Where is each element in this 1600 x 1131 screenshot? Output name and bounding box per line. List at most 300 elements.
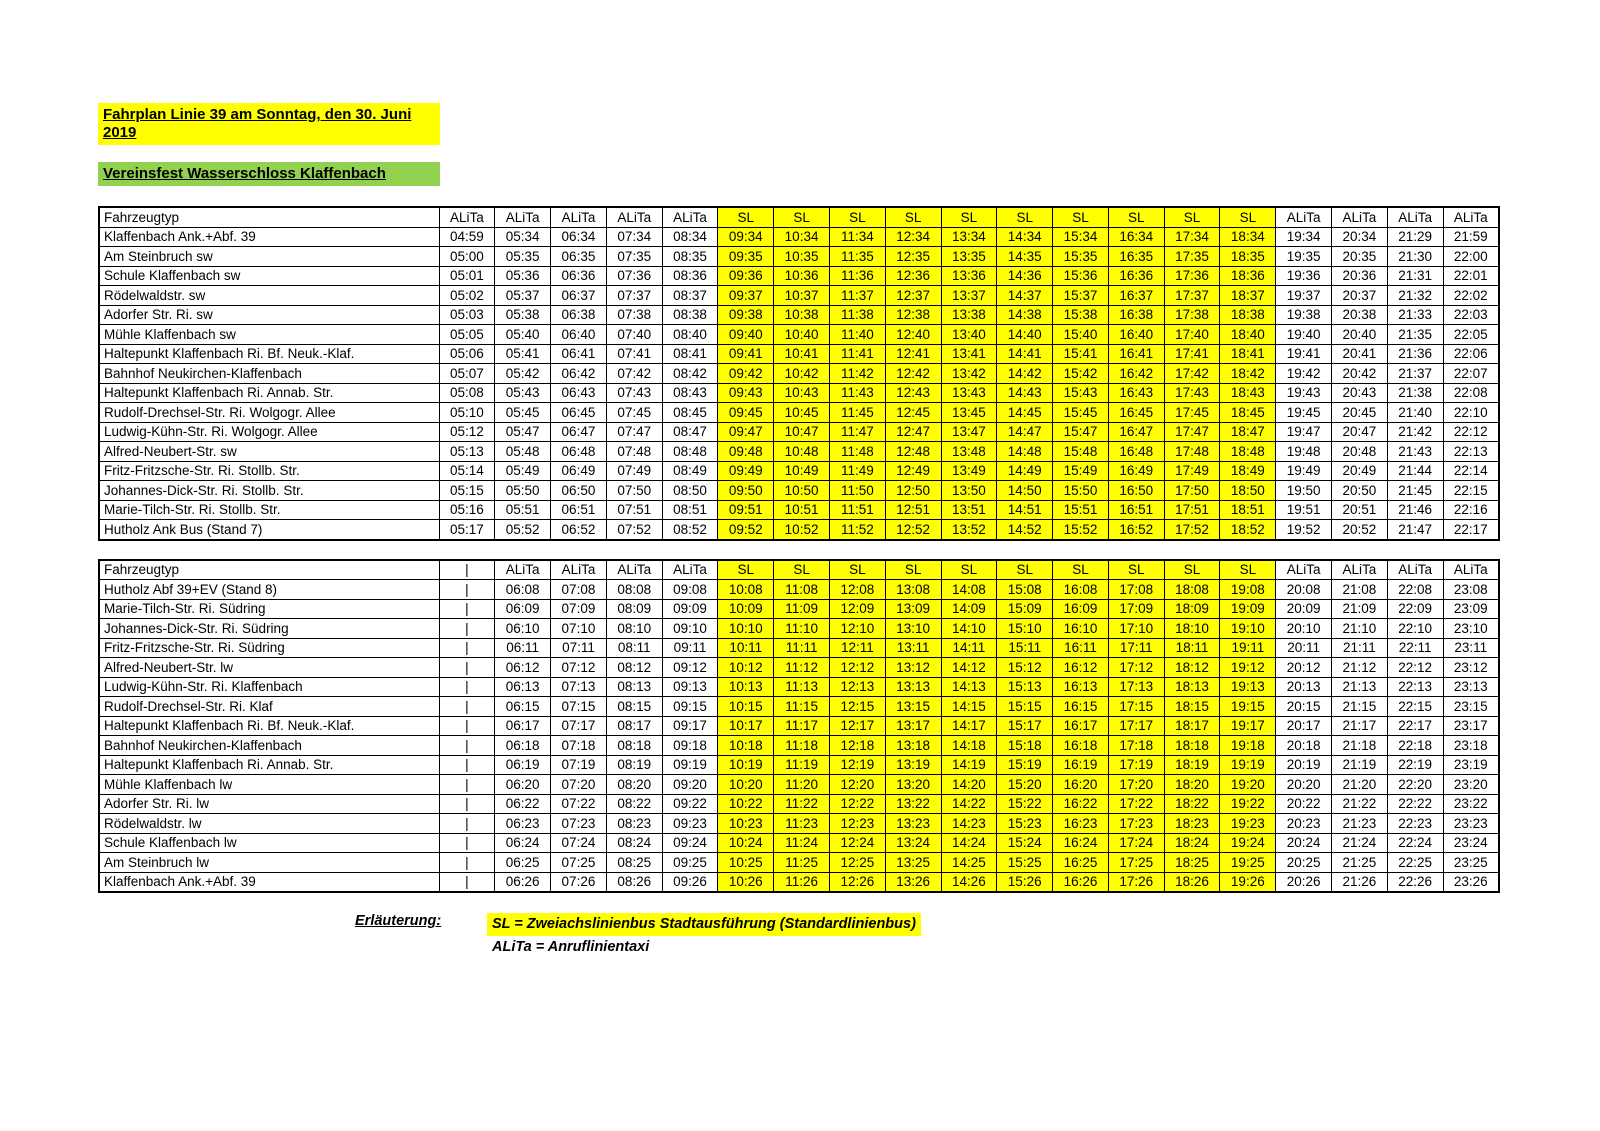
alita-column-header: ALiTa <box>1443 207 1499 227</box>
time-cell: 11:40 <box>829 325 885 345</box>
time-cell: 11:20 <box>774 775 830 795</box>
time-cell: 05:41 <box>495 344 551 364</box>
time-cell: 20:35 <box>1332 247 1388 267</box>
time-cell: 06:38 <box>551 305 607 325</box>
time-cell: 15:25 <box>997 853 1053 873</box>
time-cell: 13:41 <box>941 344 997 364</box>
time-cell: 10:43 <box>774 383 830 403</box>
time-cell: 15:35 <box>1053 247 1109 267</box>
time-cell: 06:09 <box>495 599 551 619</box>
time-cell: 11:41 <box>829 344 885 364</box>
time-cell: 14:50 <box>997 481 1053 501</box>
time-cell: 14:43 <box>997 383 1053 403</box>
timetable-document <box>98 103 1500 959</box>
time-cell: 22:16 <box>1443 500 1499 520</box>
time-cell: 11:50 <box>829 481 885 501</box>
time-cell: 05:50 <box>495 481 551 501</box>
time-cell: 20:18 <box>1276 736 1332 756</box>
time-cell: 20:25 <box>1276 853 1332 873</box>
time-cell: 10:36 <box>774 266 830 286</box>
time-cell: 17:22 <box>1108 794 1164 814</box>
time-cell: 21:44 <box>1387 461 1443 481</box>
stop-name-cell: Alfred-Neubert-Str. lw <box>99 658 439 678</box>
time-cell: 13:35 <box>941 247 997 267</box>
time-cell: 23:19 <box>1443 755 1499 775</box>
time-cell: 12:38 <box>885 305 941 325</box>
time-cell: 07:24 <box>551 833 607 853</box>
time-cell: 09:50 <box>718 481 774 501</box>
time-cell: 06:23 <box>495 814 551 834</box>
time-cell: 13:22 <box>885 794 941 814</box>
time-cell: 08:37 <box>662 286 718 306</box>
time-cell: 16:19 <box>1053 755 1109 775</box>
time-cell: 14:42 <box>997 364 1053 384</box>
time-cell: 22:25 <box>1387 853 1443 873</box>
time-cell: 17:50 <box>1164 481 1220 501</box>
time-cell: 06:19 <box>495 755 551 775</box>
time-cell: 13:09 <box>885 599 941 619</box>
time-cell: 07:34 <box>606 227 662 247</box>
time-cell: 15:51 <box>1053 500 1109 520</box>
time-cell: 15:48 <box>1053 442 1109 462</box>
time-cell: 08:24 <box>606 833 662 853</box>
pipe-cell: | <box>439 775 495 795</box>
time-cell: 07:08 <box>551 580 607 600</box>
time-cell: 06:20 <box>495 775 551 795</box>
pipe-cell: | <box>439 872 495 892</box>
time-cell: 21:26 <box>1332 872 1388 892</box>
time-cell: 08:36 <box>662 266 718 286</box>
time-cell: 09:24 <box>662 833 718 853</box>
stop-row <box>99 364 1499 384</box>
time-cell: 05:00 <box>439 247 495 267</box>
time-cell: 21:23 <box>1332 814 1388 834</box>
time-cell: 11:19 <box>774 755 830 775</box>
time-cell: 22:23 <box>1387 814 1443 834</box>
time-cell: 16:43 <box>1108 383 1164 403</box>
time-cell: 22:10 <box>1443 403 1499 423</box>
time-cell: 18:13 <box>1164 677 1220 697</box>
time-cell: 12:51 <box>885 500 941 520</box>
time-cell: 07:18 <box>551 736 607 756</box>
time-cell: 10:19 <box>718 755 774 775</box>
time-cell: 21:10 <box>1332 619 1388 639</box>
stop-row <box>99 344 1499 364</box>
time-cell: 11:22 <box>774 794 830 814</box>
time-cell: 20:37 <box>1332 286 1388 306</box>
time-cell: 13:24 <box>885 833 941 853</box>
time-cell: 19:49 <box>1276 461 1332 481</box>
time-cell: 19:37 <box>1276 286 1332 306</box>
time-cell: 10:25 <box>718 853 774 873</box>
time-cell: 14:37 <box>997 286 1053 306</box>
time-cell: 12:12 <box>829 658 885 678</box>
time-cell: 09:19 <box>662 755 718 775</box>
alita-column-header: ALiTa <box>1387 207 1443 227</box>
time-cell: 06:08 <box>495 580 551 600</box>
time-cell: 16:52 <box>1108 520 1164 540</box>
sl-column-header: SL <box>1053 207 1109 227</box>
time-cell: 14:51 <box>997 500 1053 520</box>
time-cell: 14:52 <box>997 520 1053 540</box>
time-cell: 07:42 <box>606 364 662 384</box>
time-cell: 20:40 <box>1332 325 1388 345</box>
stop-row <box>99 736 1499 756</box>
time-cell: 16:13 <box>1053 677 1109 697</box>
alita-column-header: ALiTa <box>1332 207 1388 227</box>
time-cell: 08:52 <box>662 520 718 540</box>
time-cell: 12:43 <box>885 383 941 403</box>
time-cell: 18:41 <box>1220 344 1276 364</box>
pipe-column-header: | <box>439 560 495 580</box>
time-cell: 05:16 <box>439 500 495 520</box>
time-cell: 14:11 <box>941 638 997 658</box>
time-cell: 20:24 <box>1276 833 1332 853</box>
time-cell: 14:26 <box>941 872 997 892</box>
sl-column-header: SL <box>1053 560 1109 580</box>
time-cell: 17:24 <box>1108 833 1164 853</box>
time-cell: 22:20 <box>1387 775 1443 795</box>
time-cell: 15:38 <box>1053 305 1109 325</box>
alita-column-header: ALiTa <box>606 560 662 580</box>
time-cell: 06:51 <box>551 500 607 520</box>
time-cell: 20:10 <box>1276 619 1332 639</box>
time-cell: 05:15 <box>439 481 495 501</box>
time-cell: 21:24 <box>1332 833 1388 853</box>
time-cell: 19:24 <box>1220 833 1276 853</box>
time-cell: 22:07 <box>1443 364 1499 384</box>
time-cell: 18:09 <box>1164 599 1220 619</box>
time-cell: 21:42 <box>1387 422 1443 442</box>
time-cell: 12:11 <box>829 638 885 658</box>
time-cell: 09:38 <box>718 305 774 325</box>
time-cell: 18:18 <box>1164 736 1220 756</box>
time-cell: 19:43 <box>1276 383 1332 403</box>
time-cell: 17:17 <box>1108 716 1164 736</box>
time-cell: 06:43 <box>551 383 607 403</box>
time-cell: 09:23 <box>662 814 718 834</box>
time-cell: 07:37 <box>606 286 662 306</box>
stop-name-cell: Alfred-Neubert-Str. sw <box>99 442 439 462</box>
time-cell: 10:37 <box>774 286 830 306</box>
time-cell: 09:09 <box>662 599 718 619</box>
time-cell: 08:22 <box>606 794 662 814</box>
stop-name-cell: Johannes-Dick-Str. Ri. Stollb. Str. <box>99 481 439 501</box>
time-cell: 20:15 <box>1276 697 1332 717</box>
time-cell: 09:13 <box>662 677 718 697</box>
time-cell: 06:15 <box>495 697 551 717</box>
time-cell: 09:48 <box>718 442 774 462</box>
time-cell: 10:48 <box>774 442 830 462</box>
time-cell: 15:17 <box>997 716 1053 736</box>
time-cell: 19:52 <box>1276 520 1332 540</box>
time-cell: 18:40 <box>1220 325 1276 345</box>
time-cell: 18:08 <box>1164 580 1220 600</box>
time-cell: 15:08 <box>997 580 1053 600</box>
time-cell: 07:43 <box>606 383 662 403</box>
time-cell: 13:26 <box>885 872 941 892</box>
time-cell: 13:12 <box>885 658 941 678</box>
stop-name-cell: Adorfer Str. Ri. lw <box>99 794 439 814</box>
time-cell: 20:26 <box>1276 872 1332 892</box>
stop-name-cell: Haltepunkt Klaffenbach Ri. Bf. Neuk.-Klaf. <box>99 716 439 736</box>
time-cell: 18:17 <box>1164 716 1220 736</box>
time-cell: 10:09 <box>718 599 774 619</box>
time-cell: 13:48 <box>941 442 997 462</box>
time-cell: 08:13 <box>606 677 662 697</box>
time-cell: 21:40 <box>1387 403 1443 423</box>
time-cell: 18:25 <box>1164 853 1220 873</box>
stop-name-cell: Mühle Klaffenbach sw <box>99 325 439 345</box>
time-cell: 06:17 <box>495 716 551 736</box>
time-cell: 23:23 <box>1443 814 1499 834</box>
time-cell: 05:45 <box>495 403 551 423</box>
time-cell: 11:47 <box>829 422 885 442</box>
time-cell: 22:14 <box>1443 461 1499 481</box>
stop-row <box>99 403 1499 423</box>
time-cell: 05:12 <box>439 422 495 442</box>
time-cell: 04:59 <box>439 227 495 247</box>
time-cell: 10:22 <box>718 794 774 814</box>
time-cell: 14:19 <box>941 755 997 775</box>
time-cell: 13:51 <box>941 500 997 520</box>
time-cell: 22:05 <box>1443 325 1499 345</box>
time-cell: 20:47 <box>1332 422 1388 442</box>
time-cell: 11:34 <box>829 227 885 247</box>
time-cell: 06:13 <box>495 677 551 697</box>
time-cell: 22:08 <box>1443 383 1499 403</box>
time-cell: 11:26 <box>774 872 830 892</box>
time-cell: 20:49 <box>1332 461 1388 481</box>
time-cell: 10:38 <box>774 305 830 325</box>
time-cell: 16:25 <box>1053 853 1109 873</box>
time-cell: 06:41 <box>551 344 607 364</box>
stop-row <box>99 755 1499 775</box>
time-cell: 16:47 <box>1108 422 1164 442</box>
time-cell: 16:36 <box>1108 266 1164 286</box>
time-cell: 17:26 <box>1108 872 1164 892</box>
time-cell: 15:34 <box>1053 227 1109 247</box>
time-cell: 11:18 <box>774 736 830 756</box>
time-cell: 22:18 <box>1387 736 1443 756</box>
time-cell: 07:40 <box>606 325 662 345</box>
time-cell: 19:15 <box>1220 697 1276 717</box>
time-cell: 20:34 <box>1332 227 1388 247</box>
alita-column-header: ALiTa <box>606 207 662 227</box>
time-cell: 10:49 <box>774 461 830 481</box>
time-cell: 18:50 <box>1220 481 1276 501</box>
time-cell: 12:17 <box>829 716 885 736</box>
time-cell: 12:13 <box>829 677 885 697</box>
time-cell: 10:18 <box>718 736 774 756</box>
time-cell: 16:50 <box>1108 481 1164 501</box>
time-cell: 11:17 <box>774 716 830 736</box>
time-cell: 13:19 <box>885 755 941 775</box>
stop-row <box>99 383 1499 403</box>
stop-name-cell: Rudolf-Drechsel-Str. Ri. Klaf <box>99 697 439 717</box>
time-cell: 09:22 <box>662 794 718 814</box>
header-row <box>99 560 1499 580</box>
time-cell: 20:11 <box>1276 638 1332 658</box>
time-cell: 17:48 <box>1164 442 1220 462</box>
time-cell: 08:19 <box>606 755 662 775</box>
time-cell: 17:12 <box>1108 658 1164 678</box>
time-cell: 23:08 <box>1443 580 1499 600</box>
time-cell: 08:47 <box>662 422 718 442</box>
time-cell: 07:52 <box>606 520 662 540</box>
stop-name-cell: Mühle Klaffenbach lw <box>99 775 439 795</box>
time-cell: 06:34 <box>551 227 607 247</box>
time-cell: 22:08 <box>1387 580 1443 600</box>
time-cell: 18:37 <box>1220 286 1276 306</box>
time-cell: 18:51 <box>1220 500 1276 520</box>
time-cell: 20:36 <box>1332 266 1388 286</box>
time-cell: 05:05 <box>439 325 495 345</box>
time-cell: 15:47 <box>1053 422 1109 442</box>
sl-column-header: SL <box>829 207 885 227</box>
time-cell: 10:12 <box>718 658 774 678</box>
time-cell: 23:24 <box>1443 833 1499 853</box>
time-cell: 21:32 <box>1387 286 1443 306</box>
time-cell: 08:10 <box>606 619 662 639</box>
time-cell: 18:20 <box>1164 775 1220 795</box>
time-cell: 08:45 <box>662 403 718 423</box>
time-cell: 10:20 <box>718 775 774 795</box>
time-cell: 12:47 <box>885 422 941 442</box>
time-cell: 06:25 <box>495 853 551 873</box>
time-cell: 22:13 <box>1443 442 1499 462</box>
time-cell: 11:52 <box>829 520 885 540</box>
time-cell: 21:31 <box>1387 266 1443 286</box>
time-cell: 21:20 <box>1332 775 1388 795</box>
legend-lines <box>487 913 921 959</box>
time-cell: 19:38 <box>1276 305 1332 325</box>
stop-name-cell: Am Steinbruch sw <box>99 247 439 267</box>
time-cell: 23:12 <box>1443 658 1499 678</box>
time-cell: 12:22 <box>829 794 885 814</box>
timetable-to-klaffenbach <box>98 559 1500 894</box>
time-cell: 09:43 <box>718 383 774 403</box>
time-cell: 12:48 <box>885 442 941 462</box>
time-cell: 16:48 <box>1108 442 1164 462</box>
time-cell: 20:23 <box>1276 814 1332 834</box>
time-cell: 20:45 <box>1332 403 1388 423</box>
pipe-cell: | <box>439 599 495 619</box>
time-cell: 10:51 <box>774 500 830 520</box>
time-cell: 21:12 <box>1332 658 1388 678</box>
time-cell: 18:48 <box>1220 442 1276 462</box>
time-cell: 15:41 <box>1053 344 1109 364</box>
stop-row <box>99 305 1499 325</box>
time-cell: 14:49 <box>997 461 1053 481</box>
time-cell: 15:22 <box>997 794 1053 814</box>
time-cell: 10:24 <box>718 833 774 853</box>
time-cell: 09:37 <box>718 286 774 306</box>
time-cell: 07:50 <box>606 481 662 501</box>
time-cell: 15:18 <box>997 736 1053 756</box>
sl-column-header: SL <box>718 207 774 227</box>
time-cell: 09:52 <box>718 520 774 540</box>
time-cell: 16:08 <box>1053 580 1109 600</box>
time-cell: 17:11 <box>1108 638 1164 658</box>
time-cell: 10:45 <box>774 403 830 423</box>
time-cell: 20:09 <box>1276 599 1332 619</box>
time-cell: 08:23 <box>606 814 662 834</box>
time-cell: 09:45 <box>718 403 774 423</box>
time-cell: 22:15 <box>1387 697 1443 717</box>
pipe-cell: | <box>439 814 495 834</box>
time-cell: 14:47 <box>997 422 1053 442</box>
pipe-cell: | <box>439 833 495 853</box>
time-cell: 14:18 <box>941 736 997 756</box>
time-cell: 15:50 <box>1053 481 1109 501</box>
time-cell: 17:20 <box>1108 775 1164 795</box>
time-cell: 22:02 <box>1443 286 1499 306</box>
time-cell: 05:37 <box>495 286 551 306</box>
alita-column-header: ALiTa <box>439 207 495 227</box>
time-cell: 18:24 <box>1164 833 1220 853</box>
time-cell: 22:15 <box>1443 481 1499 501</box>
time-cell: 08:26 <box>606 872 662 892</box>
time-cell: 19:45 <box>1276 403 1332 423</box>
time-cell: 14:13 <box>941 677 997 697</box>
time-cell: 11:09 <box>774 599 830 619</box>
time-cell: 12:40 <box>885 325 941 345</box>
time-cell: 17:43 <box>1164 383 1220 403</box>
time-cell: 22:10 <box>1387 619 1443 639</box>
sl-column-header: SL <box>1108 560 1164 580</box>
time-cell: 13:36 <box>941 266 997 286</box>
time-cell: 16:24 <box>1053 833 1109 853</box>
time-cell: 21:36 <box>1387 344 1443 364</box>
stop-name-cell: Hutholz Abf 39+EV (Stand 8) <box>99 580 439 600</box>
time-cell: 14:45 <box>997 403 1053 423</box>
pipe-cell: | <box>439 658 495 678</box>
time-cell: 17:41 <box>1164 344 1220 364</box>
stop-row <box>99 872 1499 892</box>
time-cell: 22:24 <box>1387 833 1443 853</box>
time-cell: 11:12 <box>774 658 830 678</box>
time-cell: 13:40 <box>941 325 997 345</box>
time-cell: 23:18 <box>1443 736 1499 756</box>
stop-name-cell: Rudolf-Drechsel-Str. Ri. Wolgogr. Allee <box>99 403 439 423</box>
time-cell: 15:23 <box>997 814 1053 834</box>
time-cell: 08:41 <box>662 344 718 364</box>
time-cell: 14:12 <box>941 658 997 678</box>
time-cell: 23:25 <box>1443 853 1499 873</box>
time-cell: 13:45 <box>941 403 997 423</box>
time-cell: 05:06 <box>439 344 495 364</box>
time-cell: 09:26 <box>662 872 718 892</box>
stop-name-cell: Johannes-Dick-Str. Ri. Südring <box>99 619 439 639</box>
time-cell: 11:48 <box>829 442 885 462</box>
time-cell: 09:15 <box>662 697 718 717</box>
time-cell: 15:49 <box>1053 461 1109 481</box>
time-cell: 12:37 <box>885 286 941 306</box>
time-cell: 14:22 <box>941 794 997 814</box>
time-cell: 05:13 <box>439 442 495 462</box>
time-cell: 09:18 <box>662 736 718 756</box>
time-cell: 22:12 <box>1443 422 1499 442</box>
time-cell: 14:35 <box>997 247 1053 267</box>
stop-name-cell: Fritz-Fritzsche-Str. Ri. Südring <box>99 638 439 658</box>
time-cell: 16:11 <box>1053 638 1109 658</box>
time-cell: 20:42 <box>1332 364 1388 384</box>
time-cell: 21:15 <box>1332 697 1388 717</box>
document-subtitle: Vereinsfest Wasserschloss Klaffenbach <box>98 162 440 186</box>
time-cell: 05:47 <box>495 422 551 442</box>
time-cell: 07:13 <box>551 677 607 697</box>
